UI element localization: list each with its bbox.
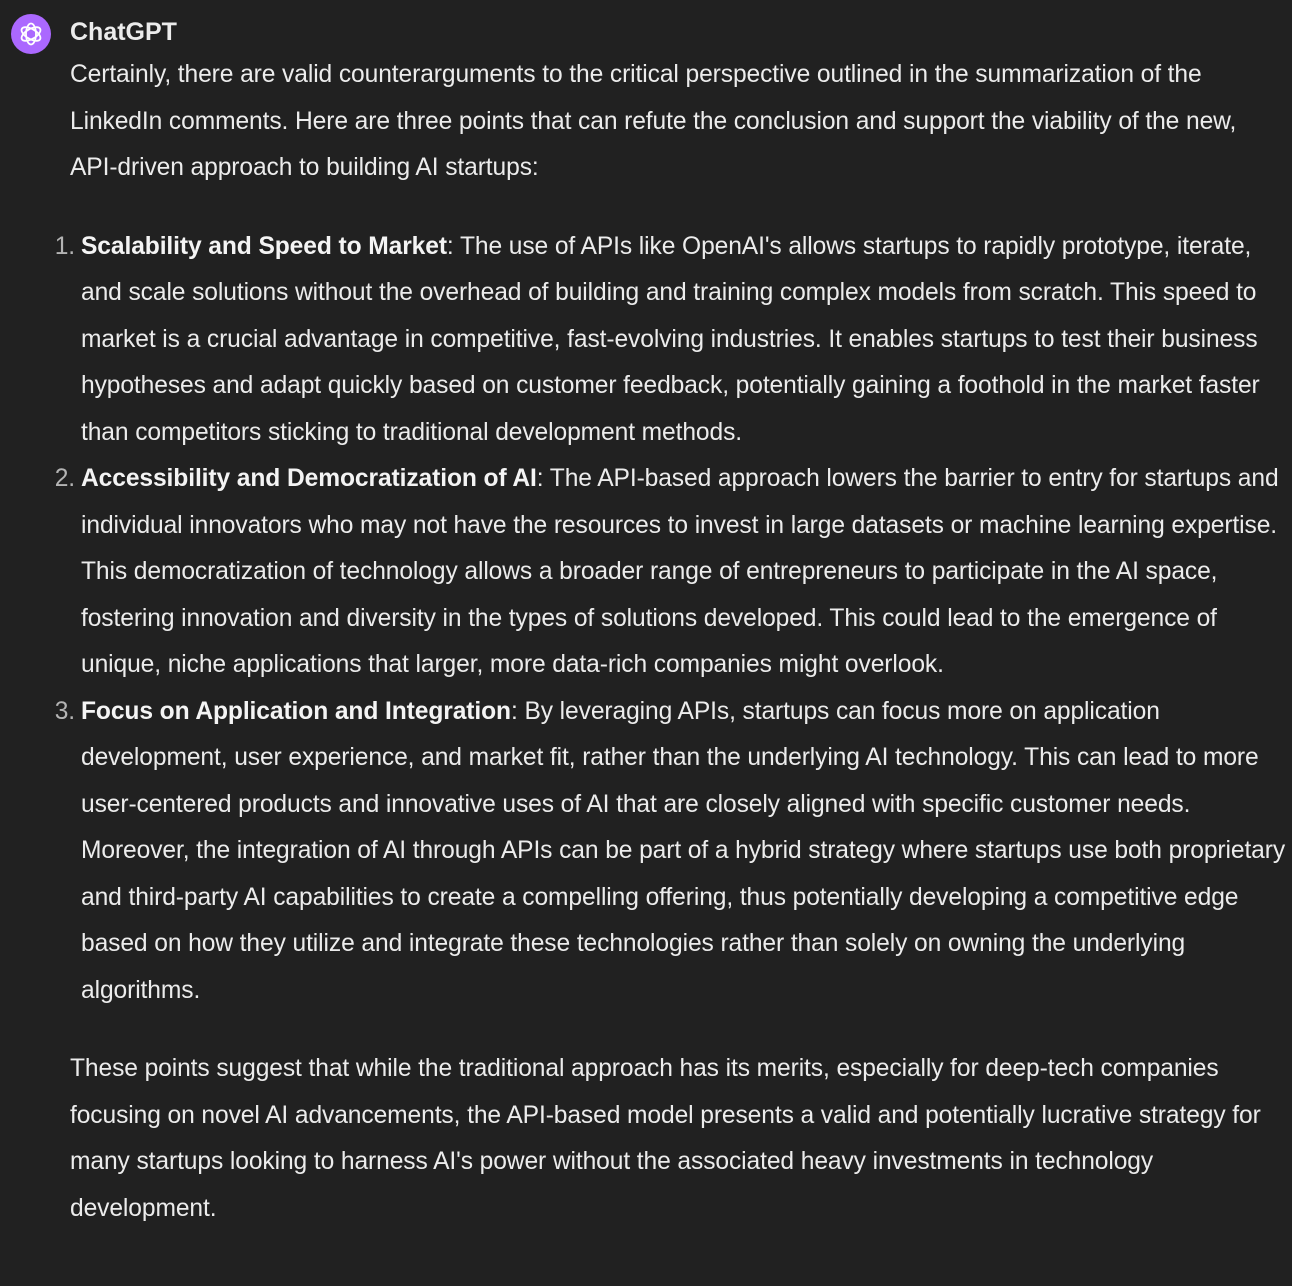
assistant-message	[54, 52, 1286, 1232]
point-title: Scalability and Speed to Market	[81, 232, 447, 260]
point-title: Accessibility and Democratization of AI	[81, 465, 537, 492]
assistant-avatar	[11, 14, 51, 54]
list-number: 2.	[54, 465, 75, 492]
list-item	[54, 456, 1286, 689]
list-item	[54, 689, 1286, 1015]
list-number: 1.	[54, 232, 75, 260]
point-title: Focus on Application and Integration	[81, 697, 511, 725]
point-body: : The use of APIs like OpenAI's allows startups to rapidly prototype, iterate, and scale solutions without the overhead of building and training complex models from scratch. This speed to market is a crucial advantage in competitive, fast-evolving industries. It enables startups to test their business hypotheses and adapt quickly based on customer feedback, potentially gaining a foothold in the market faster than competitors sticking to traditional development methods.	[81, 232, 1260, 446]
point-body: : By leveraging APIs, startups can focus more on application development, user experience, and market fit, rather than the underlying AI technology. This can lead to more user-centered products and innovative uses of AI that are closely aligned with specific customer needs. Moreover, the integration of AI through APIs can be part of a hybrid strategy where startups use both proprietary and third-party AI capabilities to create a compelling offering, thus potentially developing a competitive edge based on how they utilize and integrate these technologies rather than solely on owning the underlying algorithms.	[81, 697, 1286, 1004]
openai-logo-icon	[17, 20, 45, 48]
points-list	[54, 224, 1286, 1015]
list-number: 3.	[54, 697, 75, 725]
conclusion-paragraph: These points suggest that while the traditional approach has its merits, especially for deep-tech companies focusing on novel AI advancements, the API-based model presents a valid and potentially lucrative strategy for many startups looking to harness AI's power without the associated heavy investments in technology development.	[70, 1055, 1261, 1222]
sender-name: ChatGPT	[70, 18, 177, 46]
intro-paragraph: Certainly, there are valid counterarguments to the critical perspective outlined in the summarization of the LinkedIn comments. Here are three points that can refute the conclusion and support the viability of the new, API-driven approach to building AI startups:	[70, 61, 1237, 181]
list-item	[54, 224, 1286, 457]
point-body: : The API-based approach lowers the barrier to entry for startups and individual innovators who may not have the resources to invest in large datasets or machine learning expertise. This democratization of technology allows a broader range of entrepreneurs to participate in the AI space, fostering innovation and diversity in the types of solutions developed. This could lead to the emergence of unique, niche applications that larger, more data-rich companies might overlook.	[81, 465, 1279, 678]
